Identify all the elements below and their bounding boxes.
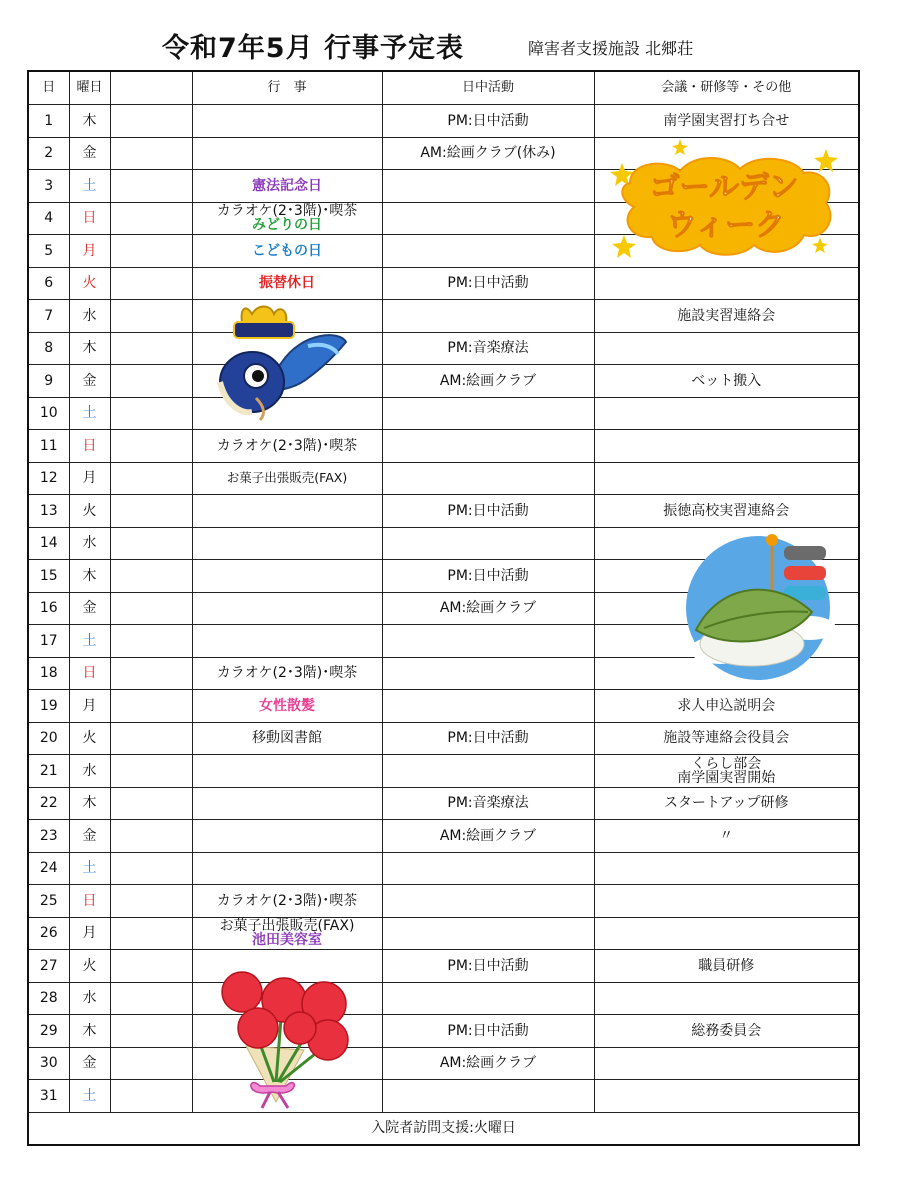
kashiwamochi-decoration xyxy=(680,532,840,680)
weekday-cell: 木 xyxy=(69,787,110,820)
day-cell: 14 xyxy=(28,527,69,560)
table-row xyxy=(28,332,859,365)
weekday-cell: 土 xyxy=(69,1080,110,1113)
col-activity: 日中活動 xyxy=(382,71,594,105)
table-row xyxy=(28,787,859,820)
activity-cell: AM:絵画クラブ xyxy=(382,592,594,625)
blank-cell xyxy=(110,332,192,365)
weekday-cell: 水 xyxy=(69,982,110,1015)
activity-cell: PM:日中活動 xyxy=(382,105,594,138)
weekday-cell: 金 xyxy=(69,137,110,170)
activity-cell xyxy=(382,462,594,495)
activity-cell: PM:日中活動 xyxy=(382,1015,594,1048)
kabuto-koinobori-icon xyxy=(212,302,352,424)
blank-cell xyxy=(110,105,192,138)
meeting-text: くらし部会 xyxy=(691,755,762,772)
svg-text:ウィーク: ウィーク xyxy=(666,208,786,243)
event-cell xyxy=(192,560,382,593)
meeting-cell: ベット搬入 xyxy=(594,365,859,398)
event-cell: 移動図書館 xyxy=(192,722,382,755)
table-row xyxy=(28,1015,859,1048)
table-row xyxy=(28,430,859,463)
golden-week-badge xyxy=(608,135,840,265)
weekday-cell: 日 xyxy=(69,202,110,235)
day-cell: 27 xyxy=(28,950,69,983)
blank-cell xyxy=(110,267,192,300)
activity-cell xyxy=(382,170,594,203)
day-cell: 15 xyxy=(28,560,69,593)
weekday-cell: 水 xyxy=(69,527,110,560)
blank-cell xyxy=(110,852,192,885)
day-cell: 4 xyxy=(28,202,69,235)
title-row xyxy=(0,22,897,66)
table-row xyxy=(28,495,859,528)
page-title: 令和7年5月 行事予定表 xyxy=(162,33,464,64)
activity-cell xyxy=(382,202,594,235)
facility-name: 障害者支援施設 北郷荘 xyxy=(528,39,694,58)
blank-cell xyxy=(110,820,192,853)
weekday-cell: 金 xyxy=(69,365,110,398)
weekday-cell: 木 xyxy=(69,332,110,365)
table-row xyxy=(28,105,859,138)
blank-cell xyxy=(110,397,192,430)
activity-cell xyxy=(382,300,594,333)
activity-cell: AM:絵画クラブ xyxy=(382,820,594,853)
meeting-cell: 南学園実習打ち合せ xyxy=(594,105,859,138)
blank-cell xyxy=(110,527,192,560)
activity-cell xyxy=(382,625,594,658)
weekday-cell: 木 xyxy=(69,1015,110,1048)
day-cell: 5 xyxy=(28,235,69,268)
table-row xyxy=(28,982,859,1015)
day-cell: 20 xyxy=(28,722,69,755)
weekday-cell: 土 xyxy=(69,397,110,430)
blank-cell xyxy=(110,300,192,333)
event-cell xyxy=(192,820,382,853)
blank-cell xyxy=(110,657,192,690)
day-cell: 9 xyxy=(28,365,69,398)
table-row xyxy=(28,755,859,788)
meeting-cell: 振徳高校実習連絡会 xyxy=(594,495,859,528)
meeting-cell: 総務委員会 xyxy=(594,1015,859,1048)
weekday-cell: 土 xyxy=(69,170,110,203)
col-meeting: 会議・研修等・その他 xyxy=(594,71,859,105)
event-cell xyxy=(192,625,382,658)
meeting-cell xyxy=(594,1047,859,1080)
activity-cell: PM:日中活動 xyxy=(382,495,594,528)
blank-cell xyxy=(110,885,192,918)
activity-cell xyxy=(382,235,594,268)
table-row xyxy=(28,820,859,853)
event-text: お菓子出張販売(FAX) xyxy=(219,918,355,935)
weekday-cell: 日 xyxy=(69,430,110,463)
activity-cell xyxy=(382,852,594,885)
day-cell: 22 xyxy=(28,787,69,820)
table-row xyxy=(28,722,859,755)
weekday-cell: 火 xyxy=(69,950,110,983)
weekday-cell: 土 xyxy=(69,625,110,658)
activity-cell xyxy=(382,657,594,690)
footer-note: 入院者訪問支援:火曜日 xyxy=(28,1112,859,1145)
blank-cell xyxy=(110,1047,192,1080)
table-row xyxy=(28,300,859,333)
event-cell xyxy=(192,202,382,235)
table-row xyxy=(28,365,859,398)
activity-cell xyxy=(382,755,594,788)
event-cell xyxy=(192,592,382,625)
event-cell xyxy=(192,917,382,950)
weekday-cell: 金 xyxy=(69,1047,110,1080)
meeting-cell: 求人申込説明会 xyxy=(594,690,859,723)
header-row xyxy=(28,71,859,105)
kabuto-koinobori-decoration xyxy=(212,302,352,424)
meeting-cell xyxy=(594,852,859,885)
meeting-cell: 施設実習連絡会 xyxy=(594,300,859,333)
day-cell: 31 xyxy=(28,1080,69,1113)
blank-cell xyxy=(110,1015,192,1048)
carnation-decoration xyxy=(212,962,354,1110)
col-weekday: 曜日 xyxy=(69,71,110,105)
blank-cell xyxy=(110,755,192,788)
meeting-cell: スタートアップ研修 xyxy=(594,787,859,820)
event-cell: カラオケ(2･3階)･喫茶 xyxy=(192,430,382,463)
activity-cell xyxy=(382,430,594,463)
kashiwamochi-koinobori-icon xyxy=(680,532,840,680)
event-cell xyxy=(192,755,382,788)
golden-week-icon xyxy=(608,135,840,265)
day-cell: 13 xyxy=(28,495,69,528)
meeting-cell xyxy=(594,462,859,495)
activity-cell xyxy=(382,917,594,950)
event-cell: カラオケ(2･3階)･喫茶 xyxy=(192,657,382,690)
day-cell: 6 xyxy=(28,267,69,300)
day-cell: 30 xyxy=(28,1047,69,1080)
meeting-text-secondary: 南学園実習開始 xyxy=(677,769,776,786)
weekday-cell: 月 xyxy=(69,917,110,950)
blank-cell xyxy=(110,137,192,170)
meeting-cell xyxy=(594,982,859,1015)
day-cell: 21 xyxy=(28,755,69,788)
blank-cell xyxy=(110,625,192,658)
blank-cell xyxy=(110,560,192,593)
day-cell: 3 xyxy=(28,170,69,203)
blank-cell xyxy=(110,365,192,398)
col-day: 日 xyxy=(28,71,69,105)
weekday-cell: 土 xyxy=(69,852,110,885)
blank-cell xyxy=(110,235,192,268)
activity-cell: AM:絵画クラブ(休み) xyxy=(382,137,594,170)
meeting-cell: 施設等連絡会役員会 xyxy=(594,722,859,755)
blank-cell xyxy=(110,202,192,235)
event-cell xyxy=(192,527,382,560)
blank-cell xyxy=(110,690,192,723)
day-cell: 2 xyxy=(28,137,69,170)
day-cell: 18 xyxy=(28,657,69,690)
blank-cell xyxy=(110,982,192,1015)
meeting-cell xyxy=(594,332,859,365)
day-cell: 11 xyxy=(28,430,69,463)
weekday-cell: 火 xyxy=(69,495,110,528)
activity-cell xyxy=(382,885,594,918)
event-cell xyxy=(192,787,382,820)
day-cell: 28 xyxy=(28,982,69,1015)
blank-cell xyxy=(110,787,192,820)
blank-cell xyxy=(110,917,192,950)
event-cell xyxy=(192,105,382,138)
meeting-cell xyxy=(594,430,859,463)
activity-cell: PM:音楽療法 xyxy=(382,332,594,365)
activity-cell: PM:日中活動 xyxy=(382,560,594,593)
col-event: 行 事 xyxy=(192,71,382,105)
activity-cell: AM:絵画クラブ xyxy=(382,1047,594,1080)
weekday-cell: 月 xyxy=(69,690,110,723)
event-text-secondary: みどりの日 xyxy=(252,217,322,234)
day-cell: 23 xyxy=(28,820,69,853)
weekday-cell: 木 xyxy=(69,105,110,138)
weekday-cell: 日 xyxy=(69,885,110,918)
meeting-cell xyxy=(594,917,859,950)
activity-cell: PM:日中活動 xyxy=(382,722,594,755)
activity-cell: PM:日中活動 xyxy=(382,950,594,983)
activity-cell xyxy=(382,982,594,1015)
weekday-cell: 火 xyxy=(69,722,110,755)
weekday-cell: 水 xyxy=(69,300,110,333)
event-text: カラオケ(2･3階)･喫茶 xyxy=(216,203,358,220)
blank-cell xyxy=(110,170,192,203)
day-cell: 8 xyxy=(28,332,69,365)
meeting-cell: 職員研修 xyxy=(594,950,859,983)
day-cell: 19 xyxy=(28,690,69,723)
day-cell: 12 xyxy=(28,462,69,495)
activity-cell: AM:絵画クラブ xyxy=(382,365,594,398)
svg-text:ゴールデン: ゴールデン xyxy=(649,170,799,205)
day-cell: 1 xyxy=(28,105,69,138)
activity-cell xyxy=(382,397,594,430)
col-blank xyxy=(110,71,192,105)
event-cell: お菓子出張販売(FAX) xyxy=(192,462,382,495)
day-cell: 7 xyxy=(28,300,69,333)
table-row xyxy=(28,950,859,983)
weekday-cell: 月 xyxy=(69,462,110,495)
table-row xyxy=(28,917,859,950)
event-cell xyxy=(192,137,382,170)
activity-cell: PM:日中活動 xyxy=(382,267,594,300)
event-cell xyxy=(192,495,382,528)
weekday-cell: 金 xyxy=(69,592,110,625)
weekday-cell: 月 xyxy=(69,235,110,268)
meeting-cell xyxy=(594,885,859,918)
event-cell xyxy=(192,852,382,885)
blank-cell xyxy=(110,592,192,625)
meeting-cell xyxy=(594,397,859,430)
event-cell: 振替休日 xyxy=(192,267,382,300)
table-row xyxy=(28,885,859,918)
blank-cell xyxy=(110,722,192,755)
table-row xyxy=(28,690,859,723)
footer-row xyxy=(28,1112,859,1145)
weekday-cell: 木 xyxy=(69,560,110,593)
activity-cell: PM:音楽療法 xyxy=(382,787,594,820)
day-cell: 25 xyxy=(28,885,69,918)
table-row xyxy=(28,267,859,300)
meeting-cell: 〃 xyxy=(594,820,859,853)
event-cell: 女性散髪 xyxy=(192,690,382,723)
weekday-cell: 水 xyxy=(69,755,110,788)
blank-cell xyxy=(110,462,192,495)
day-cell: 24 xyxy=(28,852,69,885)
meeting-cell xyxy=(594,267,859,300)
table-row xyxy=(28,1047,859,1080)
day-cell: 26 xyxy=(28,917,69,950)
day-cell: 10 xyxy=(28,397,69,430)
activity-cell xyxy=(382,690,594,723)
meeting-cell xyxy=(594,755,859,788)
day-cell: 16 xyxy=(28,592,69,625)
day-cell: 17 xyxy=(28,625,69,658)
activity-cell xyxy=(382,1080,594,1113)
activity-cell xyxy=(382,527,594,560)
blank-cell xyxy=(110,430,192,463)
weekday-cell: 火 xyxy=(69,267,110,300)
meeting-cell xyxy=(594,1080,859,1113)
weekday-cell: 金 xyxy=(69,820,110,853)
event-text-secondary: 池田美容室 xyxy=(252,932,322,949)
event-cell: 憲法記念日 xyxy=(192,170,382,203)
table-row xyxy=(28,1080,859,1113)
table-row xyxy=(28,397,859,430)
blank-cell xyxy=(110,950,192,983)
table-row xyxy=(28,852,859,885)
carnation-bouquet-icon xyxy=(212,962,354,1110)
blank-cell xyxy=(110,1080,192,1113)
event-cell: カラオケ(2･3階)･喫茶 xyxy=(192,885,382,918)
table-row xyxy=(28,462,859,495)
event-cell: こどもの日 xyxy=(192,235,382,268)
weekday-cell: 日 xyxy=(69,657,110,690)
day-cell: 29 xyxy=(28,1015,69,1048)
blank-cell xyxy=(110,495,192,528)
